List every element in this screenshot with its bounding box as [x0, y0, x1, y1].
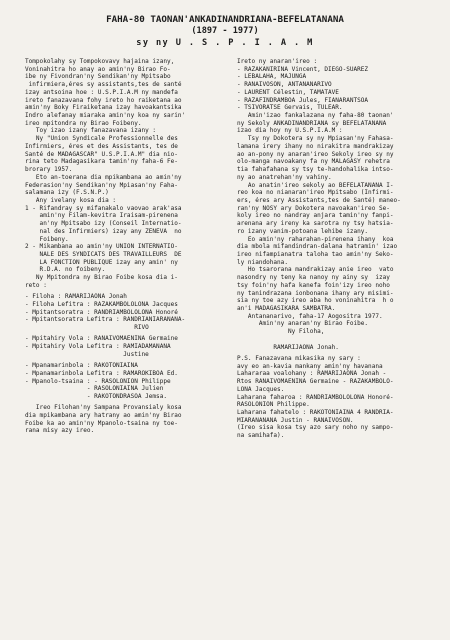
- right-column: [237, 58, 437, 440]
- text-line: NALE DES SYNDICATS DES TRAVAILLEURS DE: [25, 250, 182, 258]
- text-line: - Mpitantsoratra : RANDRIAMBOLOLONA Honoré: [25, 308, 178, 316]
- text-line: P.S. Fanazavana mikasika ny sary :: [237, 354, 361, 362]
- text-line: ireo nifampianatra taloha tao amin'ny Seko-: [237, 250, 394, 258]
- left-column: [25, 58, 235, 435]
- text-line: - LEBALAHA, MAJUNGA: [237, 73, 307, 81]
- text-line: ibe ny Fivondran'ny Sendikan'ny Mpitsabo: [25, 73, 171, 81]
- text-line: Justine: [25, 350, 149, 358]
- text-line: ers, éres ary Assistants,tes de Santé) maneo-: [237, 196, 401, 204]
- text-line: Infirmiers, éres et des Assistants, tes de: [25, 142, 178, 150]
- text-line: - Filoha : RAMARIJAONA Jonah: [25, 293, 127, 301]
- text-line: dia mpikambana ary hatrany ao amin'ny Birao: [25, 412, 182, 419]
- text-line: nal des Infirmiers) izay any ZENEVA no: [25, 227, 182, 235]
- text-line: LONA Jacques.: [237, 385, 285, 393]
- text-line: Eo amin'ny raharahan-pirenena ihany koa: [237, 235, 394, 243]
- text-line: Amin'ny anaran'ny Birao Foibe.: [237, 320, 369, 328]
- text-line: - Mpanamarinbola Lefitra : RAMAROKIBOA Ed.: [25, 369, 178, 377]
- text-line: - RAZAFINDRAMBOA Jules, FIANARANTSOA: [237, 96, 369, 104]
- text-line: - LAURENT Célestin, TAMATAVE: [237, 88, 339, 96]
- text-line: sia ny toe azy ireo aba ho voninahitra h o: [237, 297, 394, 305]
- text-line: Any ivelany kosa dia :: [25, 196, 117, 204]
- text-line: Laharana faharoa : RANDRIAMBOLOLONA Honoré-: [237, 393, 394, 401]
- text-line: amin'ny Boky Firaiketana izay havoakantsika: [25, 104, 182, 112]
- text-line: - RASOLONIAINA Julien: [25, 385, 164, 393]
- text-line: Toy izao izany fanazavana izany :: [25, 127, 157, 135]
- text-line: RASOLONION Philippe.: [237, 401, 310, 409]
- text-line: reo koa no nianaran'ireo Mpitsabo (Infirmi-: [237, 189, 394, 197]
- text-line: - Mpitahiry Vola : RANAIVOMAENINA Germaine: [25, 335, 178, 343]
- text-line: izao dia hoy ny U.S.P.I.A.M :: [237, 127, 343, 135]
- text-line: salamana izy (F.S.N.P.): [25, 189, 109, 197]
- text-line: Ireto ny anaran'ireo :: [237, 58, 318, 65]
- text-line: Foibeny.: [25, 235, 69, 243]
- text-line: Tsy ny Dokotera sy ny Mpiasan'ny Fahasa-: [237, 135, 394, 143]
- text-line: Ao anatin'ireo sekoly ao BEFELATANANA I-: [237, 181, 394, 189]
- text-line: koly ireo no nandray anjara tamin'ny fanpi-: [237, 212, 394, 220]
- text-line: Federasion'ny Sendikan'ny Mpiasan'ny Faha-: [25, 181, 178, 189]
- text-line: ly niandohana.: [237, 258, 288, 266]
- document-subtitle: sy ny U . S . P . I . A . M: [136, 38, 314, 48]
- text-line: LA FONCTION PUBLIQUE izay any amin' ny: [25, 258, 178, 266]
- text-line: ny Sekoly ANKADINANDRIANA sy BEFELATANANA: [237, 119, 387, 127]
- text-line: - Mpanolo-tsaina : - RASOLONION Philippe: [25, 377, 171, 385]
- text-line: Ny Mpitondra ny Birao Foibe kosa dia i-: [25, 274, 178, 282]
- text-line: - RAZAKANIRINA Vincent, DIEGO-SUAREZ: [237, 65, 369, 73]
- text-line: tsy foin'ny hafa kanefa foin'izy ireo noho: [237, 281, 390, 289]
- text-line: Santé de MADAGASCAR" U.S.P.I.A.M" dia nio-: [25, 150, 178, 158]
- text-line: Tompokolahy sy Tompokovavy hajaina izany,: [25, 58, 175, 65]
- text-line: dia mbola mifandindran-dalana hatramin' izao: [237, 243, 398, 251]
- text-line: R.D.A. no foibeny.: [25, 266, 106, 274]
- text-line: Rtos RANAIVOMAENINA Germaine - RAZAKAMBOLO-: [237, 378, 394, 386]
- text-line: Voninahitra ho anay ao amin'ny Birao Fo-: [25, 65, 171, 73]
- text-line: - Mpitantsoratra Lefitra : RANDRIANIARANANA-: [25, 316, 186, 324]
- text-line: Eto an-toerana dia mpikambana ao amin'ny: [25, 173, 182, 181]
- text-line: rana misy azy ireo.: [25, 427, 95, 435]
- text-line: Antananarivo, faha-17 Aogositra 1977.: [237, 312, 383, 320]
- text-line: RIVO: [25, 324, 149, 332]
- text-line: brorary 1957.: [25, 166, 73, 174]
- text-line: Ireo Filohan'ny Sampana Provansialy kosa: [25, 404, 182, 412]
- text-line: avy eo an-kavia mankany amin'ny havanana: [237, 362, 383, 370]
- text-line: Amin'izao fankalazana ny faha-80 taonan': [237, 112, 394, 120]
- text-line: RAMARIJAONA Jonah.: [237, 343, 339, 351]
- text-line: na samihafa).: [237, 432, 285, 440]
- text-line: [237, 336, 437, 344]
- text-line: MIARANANANA Justin - RANAIVOSON.: [237, 416, 354, 424]
- text-line: 1 - Rifandray sy mifanakalo vaovao arak'asa: [25, 204, 182, 212]
- text-line: ao an-pony ny anaran'ireo Sekoly ireo sy ny: [237, 150, 394, 158]
- text-line: ran'ny NOSY ary Dokotera navoakan'ireo Se-: [237, 204, 390, 212]
- text-line: Laharana fahatelo : RAKOTONIAINA 4 RANDRIA-: [237, 408, 394, 416]
- text-line: amin'ny Filam-kevitra Iraisam-pirenena: [25, 212, 178, 220]
- text-line: olo-manga navoakany fa ny MALAGASY rehetra: [237, 158, 390, 166]
- text-line: Ny Filoha,: [237, 328, 325, 336]
- text-line: nasondry ny teny ka nanoy ny ainy sy izay: [237, 274, 390, 282]
- text-line: arenana ary ireny ka sarotra ny tsy hatsia-: [237, 220, 394, 228]
- text-line: izay antsoina hoe : U.S.P.I.A.M ny mandefa: [25, 88, 178, 96]
- text-line: (Ireo sisa kosa tsy azo sary noho ny sampo-: [237, 424, 394, 432]
- text-line: lamana irery ihany no nirakitra mandrakizay: [237, 142, 394, 150]
- document-title: FAHA-80 TAONAN'ANKADINANDRIANA-BEFELATANANA: [106, 14, 344, 25]
- text-line: ny tanindrazana ionbonana ihany ary misimi-: [237, 289, 394, 297]
- text-line: Ny "Union Syndicale Professionnelle des: [25, 135, 178, 143]
- text-line: ny ao anatrehan'ny vahiny.: [237, 173, 332, 181]
- text-line: infirmiera,éres sy assistants,tes de santé: [25, 81, 182, 89]
- text-line: Ho tsarorana mandrakizay anie ireo vato: [237, 266, 394, 274]
- text-line: an'i MADAGASIKARA SAMBATRA.: [237, 305, 336, 312]
- text-line: 2 - Mikambana ao amin'ny UNION INTERNATIO-: [25, 243, 178, 251]
- text-line: rina teto Madagasikara tamin'ny faha-6 Fe-: [25, 158, 178, 166]
- text-line: ireo mpitondra ny Birao Foibeny.: [25, 119, 142, 127]
- text-line: tia fahafahana sy tsy te-handohalika intso-: [237, 166, 394, 174]
- text-line: - Filoha Lefitra : RAZAKAMBOLOLONA Jacques: [25, 300, 178, 308]
- text-line: Lahararaa voalohany : RAMARIJAONA Jonah -: [237, 370, 387, 378]
- document-years: (1897 - 1977): [191, 26, 259, 36]
- text-line: an'ny Mpitsabo izy (Conseil Internatio-: [25, 220, 182, 228]
- text-line: - RAKOTONDRASOA Jemsa.: [25, 392, 167, 400]
- text-line: - TSIVORATSE Gervais, TULEAR.: [237, 104, 343, 112]
- text-line: Foibe ka ao amin'ny Mpanolo-tsaina ny toe-: [25, 419, 178, 427]
- text-line: - Mpitahiry Vola Lefitra : RAMIADAMANANA: [25, 343, 171, 351]
- text-line: - RANAIVOSON, ANTANANARIVO: [237, 81, 332, 89]
- text-line: ireto fanazavana fohy ireto ho raiketana ao: [25, 96, 182, 104]
- text-line: - Mpanamarinbola : RAKOTONIAINA: [25, 362, 138, 370]
- text-line: ro izany vanim-potoana lehibe izany.: [237, 227, 369, 235]
- text-line: Indro alefanay miaraka amin'ny koa ny sarin': [25, 112, 186, 120]
- text-line: reto :: [25, 281, 47, 289]
